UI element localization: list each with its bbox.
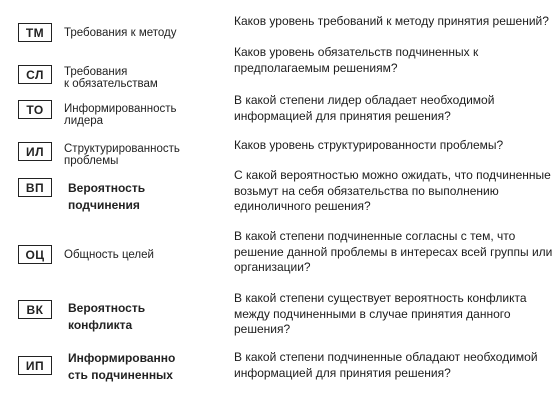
factor-label-sl: Требования к обязательствам — [64, 66, 158, 90]
question-vk: В какой степени существует вероятность конфликта между подчиненными в случае принятия данного решения? — [234, 291, 527, 336]
question-oc: В какой степени подчиненные согласны с тем, что решение данной проблемы в интересах всей группы или организации? — [234, 229, 553, 274]
factor-label-to: Информированность лидера — [64, 103, 177, 127]
question-tm-2: Каков уровень обязательств подчиненных к предполагаемым решениям? — [234, 45, 479, 75]
code-box-sl: СЛ — [18, 65, 52, 84]
factor-label-tm: Требования к методу — [64, 27, 177, 39]
factor-label-il: Структурированность проблемы — [64, 143, 180, 167]
question-ip: В какой степени подчиненные обладают необходимой информацией для принятия решения? — [234, 350, 538, 380]
code-box-to: ТО — [18, 100, 52, 119]
factor-label-ip: Информированно сть подчиненных — [68, 351, 176, 382]
code-box-vk: ВК — [18, 300, 52, 319]
code-box-oc: ОЦ — [18, 245, 52, 264]
question-to: В какой степени лидер обладает необходимой информацией для принятия решения? — [234, 93, 495, 123]
question-tm: Каков уровень требований к методу принятия решений? — [234, 14, 549, 28]
factor-label-vk: Вероятность конфликта — [68, 301, 146, 332]
question-vp: С какой вероятностью можно ожидать, что подчиненные возьмут на себя обязательства по выполнению единоличного решения? — [234, 168, 551, 213]
factor-label-oc: Общность целей — [64, 249, 154, 261]
code-box-il: ИЛ — [18, 142, 52, 161]
code-box-vp: ВП — [18, 178, 52, 197]
factor-label-vp: Вероятность подчинения — [68, 181, 146, 212]
code-box-tm: ТМ — [18, 23, 52, 42]
question-il: Каков уровень структурированности проблемы? — [234, 138, 504, 152]
code-box-ip: ИП — [18, 356, 52, 375]
